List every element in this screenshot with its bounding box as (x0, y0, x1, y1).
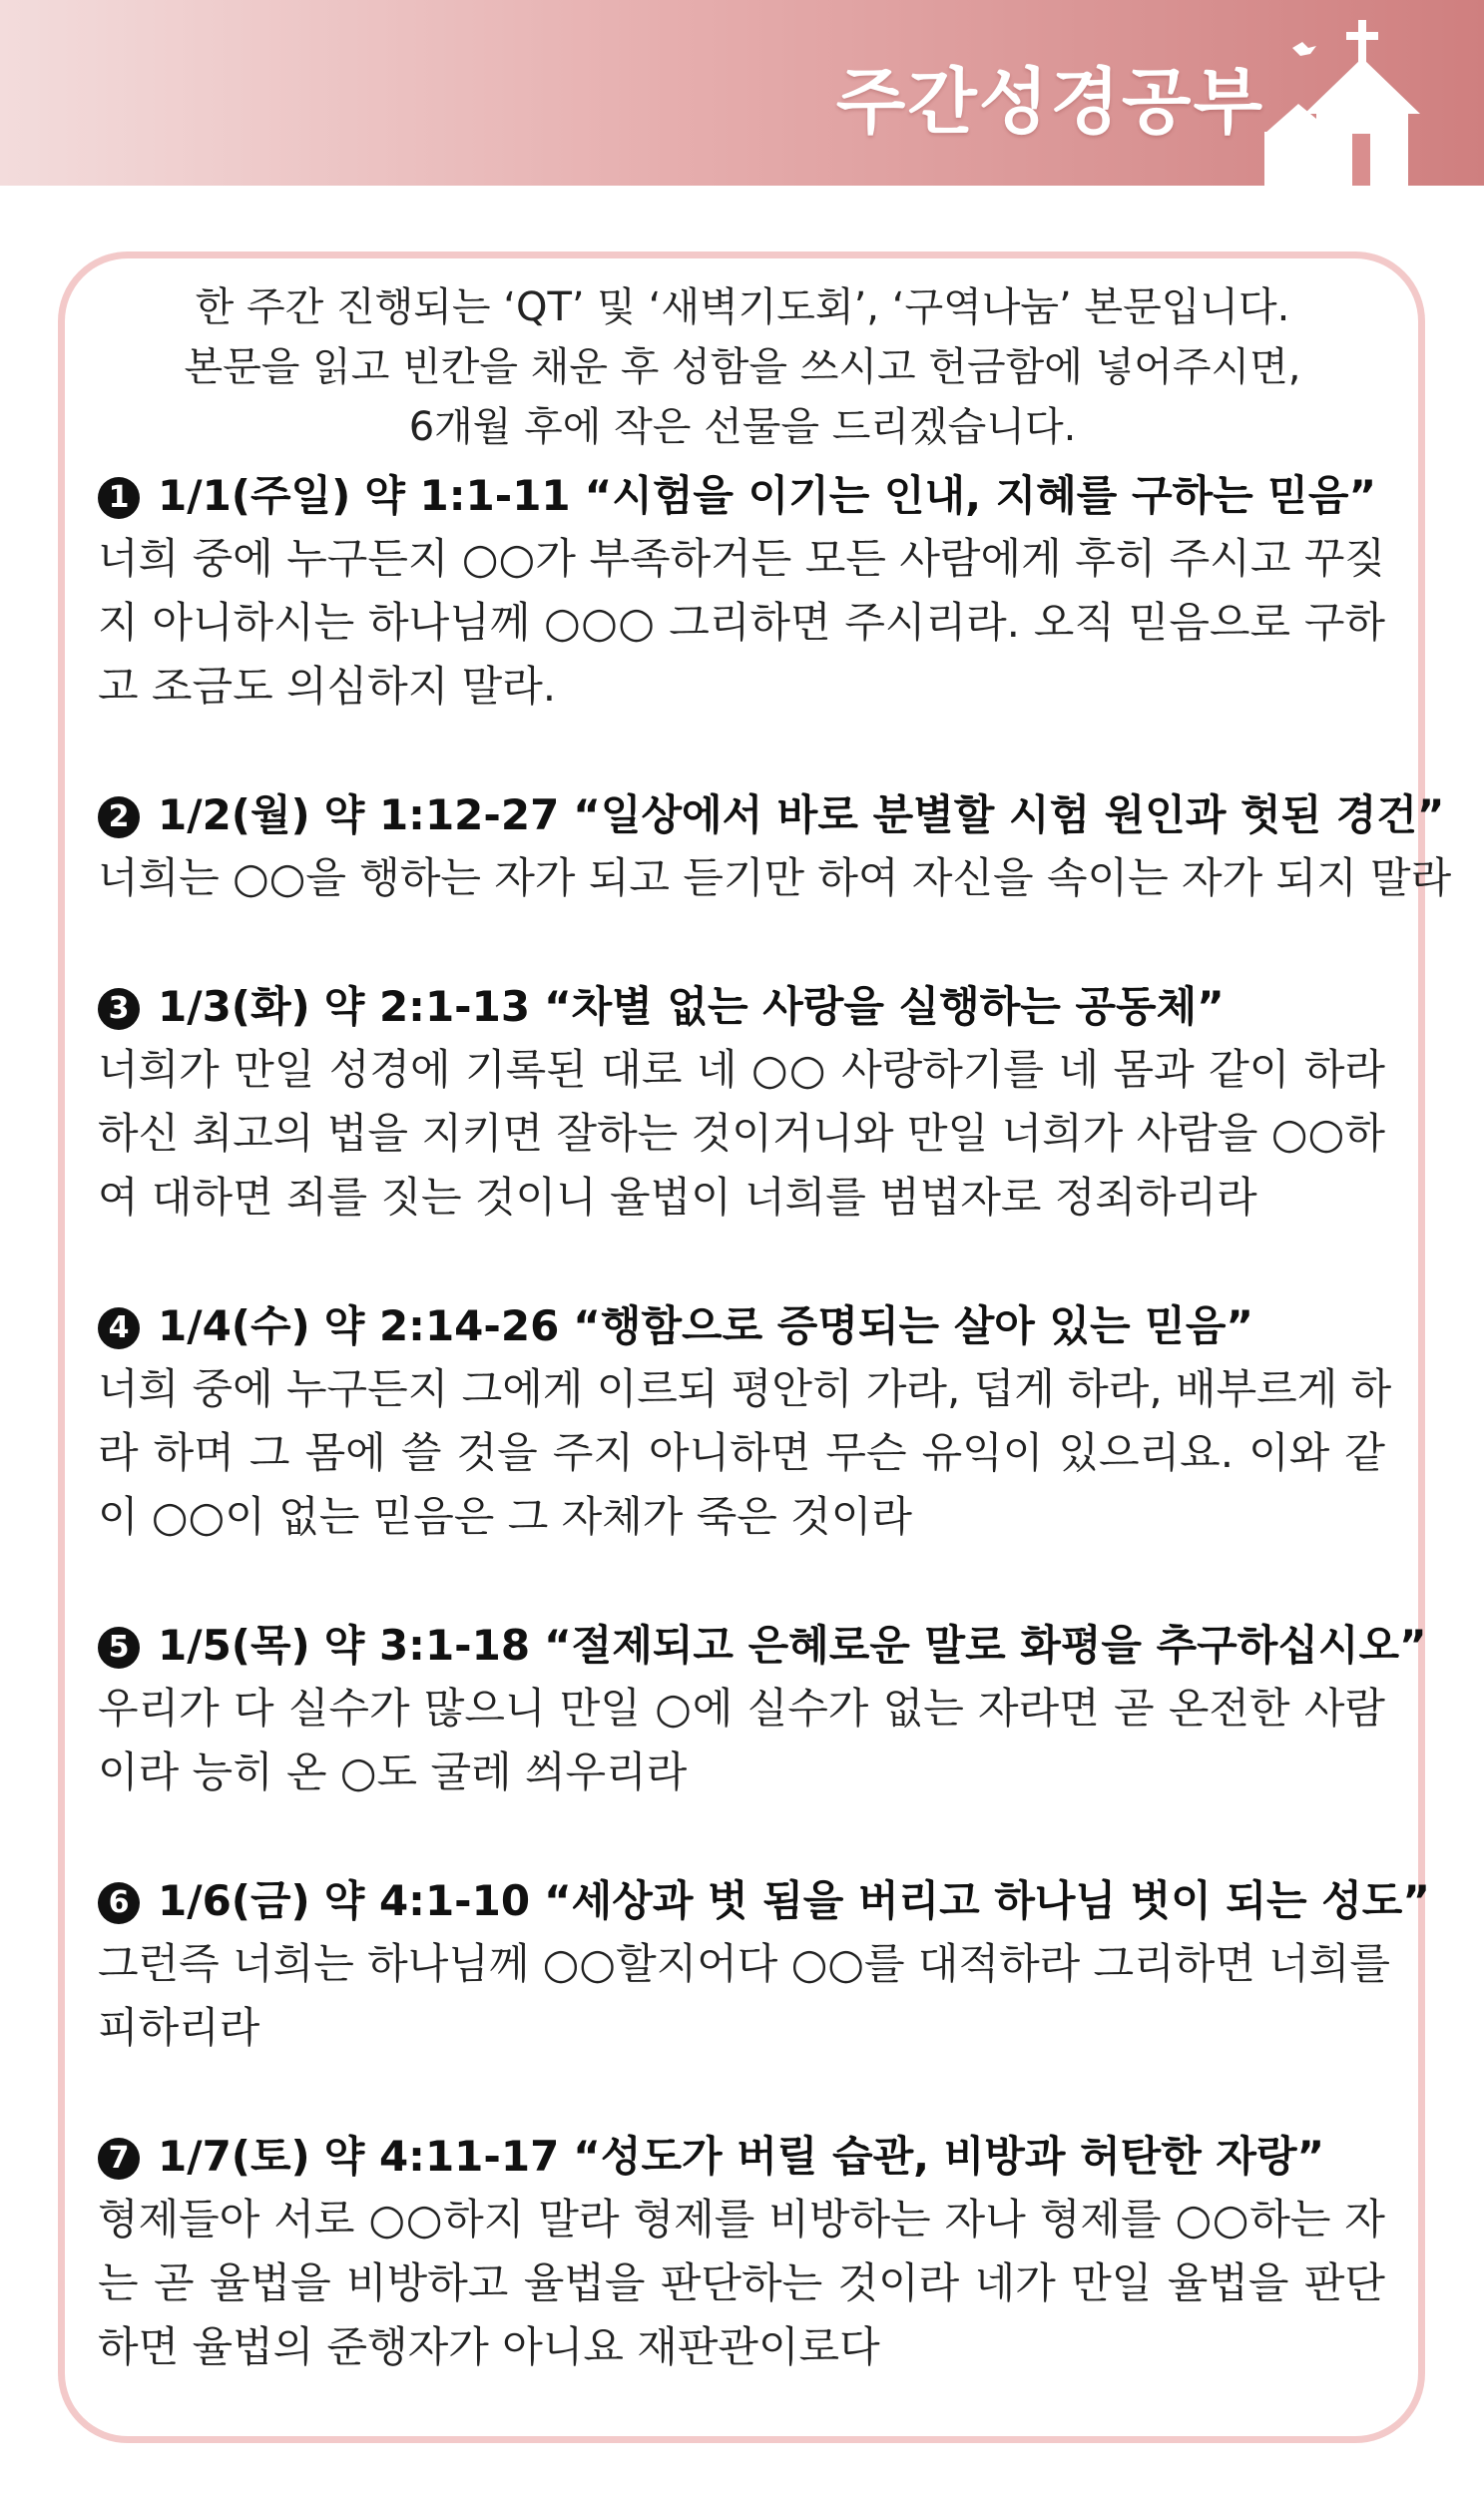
page-title: 주간성경공부 (835, 60, 1264, 144)
section-body (98, 1932, 1390, 2060)
body-line: 이라 능히 온 ○도 굴레 씌우리라 (98, 1748, 688, 1796)
body-line: 여 대하면 죄를 짓는 것이니 율법이 너희를 범법자로 정죄하리라 (98, 1173, 1257, 1222)
study-section-3 (98, 976, 1385, 1230)
number-badge: 6 (98, 1882, 140, 1924)
body-line: 너희는 ○○을 행하는 자가 되고 듣기만 하여 자신을 속이는 자가 되지 말라 (98, 853, 1452, 902)
intro-line: 한 주간 진행되는 ‘QT’ 및 ‘새벽기도회’, ‘구역나눔’ 본문입니다. (195, 284, 1290, 330)
body-line: 너희 중에 누구든지 ○○가 부족하거든 모든 사람에게 후히 주시고 꾸짖 (98, 534, 1385, 583)
intro-line: 본문을 읽고 빈칸을 채운 후 성함을 쓰시고 헌금함에 넣어주시면, (184, 344, 1301, 390)
section-heading: “성도가 버릴 습관, 비방과 허탄한 자랑” (573, 2132, 1325, 2181)
body-line: 하신 최고의 법을 지키면 잘하는 것이거니와 만일 너희가 사람을 ○○하 (98, 1109, 1385, 1158)
section-ref: 약 1:1-11 (364, 471, 571, 520)
section-heading: “행함으로 증명되는 살아 있는 믿음” (573, 1301, 1254, 1350)
section-body (98, 2188, 1385, 2379)
body-line: 우리가 다 실수가 많으니 만일 ○에 실수가 없는 자라면 곧 온전한 사람 (98, 1684, 1385, 1733)
body-line: 그런즉 너희는 하나님께 ○○할지어다 ○○를 대적하라 그리하면 너희를 (98, 1939, 1390, 1988)
church-icon (1264, 14, 1444, 186)
body-line: 하면 율법의 준행자가 아니요 재판관이로다 (98, 2322, 880, 2371)
section-title (98, 784, 1445, 846)
section-ref: 약 4:1-10 (323, 1876, 531, 1925)
number-badge: 5 (98, 1627, 140, 1669)
section-title (98, 2126, 1385, 2188)
body-line: 고 조금도 의심하지 말라. (98, 662, 557, 711)
section-title (98, 1295, 1385, 1357)
section-date: 1/7(토) (158, 2132, 310, 2181)
body-line: 라 하며 그 몸에 쓸 것을 주지 아니하면 무슨 유익이 있으리요. 이와 같 (98, 1428, 1385, 1477)
section-heading: “절제되고 은혜로운 말로 화평을 추구하십시오” (544, 1621, 1427, 1670)
intro-line: 6개월 후에 작은 선물을 드리겠습니다. (408, 404, 1077, 450)
section-ref: 약 2:14-26 (323, 1301, 560, 1350)
number-badge: 4 (98, 1307, 140, 1349)
section-date: 1/1(주일) (158, 471, 351, 520)
section-body (98, 846, 1452, 910)
number-badge: 2 (98, 796, 140, 838)
section-heading: “세상과 벗 됨을 버리고 하나님 벗이 되는 성도” (544, 1876, 1430, 1925)
number-badge: 7 (98, 2138, 140, 2180)
section-title (98, 1870, 1430, 1932)
section-heading: “시험을 이기는 인내, 지혜를 구하는 믿음” (584, 471, 1377, 520)
section-body (98, 1677, 1385, 1804)
section-ref: 약 1:12-27 (323, 790, 560, 839)
section-ref: 약 3:1-18 (323, 1621, 531, 1670)
body-line: 이 ○○이 없는 믿음은 그 자체가 죽은 것이라 (98, 1492, 912, 1541)
study-section-2 (98, 784, 1452, 910)
header-banner (0, 0, 1484, 186)
body-line: 너희가 만일 성경에 기록된 대로 네 ○○ 사랑하기를 네 몸과 같이 하라 (98, 1045, 1385, 1094)
study-section-7 (98, 2126, 1385, 2379)
body-line: 지 아니하시는 하나님께 ○○○ 그리하면 주시리라. 오직 믿음으로 구하 (98, 598, 1385, 647)
section-title (98, 1615, 1427, 1677)
section-body (98, 527, 1385, 719)
body-line: 피하리라 (98, 2003, 260, 2052)
section-date: 1/4(수) (158, 1301, 310, 1350)
study-section-1 (98, 465, 1385, 719)
study-section-4 (98, 1295, 1392, 1549)
section-title (98, 465, 1385, 527)
section-date: 1/2(월) (158, 790, 310, 839)
section-title (98, 976, 1385, 1038)
study-section-6 (98, 1870, 1430, 2060)
section-ref: 약 4:11-17 (323, 2132, 560, 2181)
number-badge: 1 (98, 477, 140, 519)
section-heading: “차별 없는 사랑을 실행하는 공동체” (544, 982, 1225, 1031)
section-body (98, 1038, 1385, 1230)
section-date: 1/3(화) (158, 982, 310, 1031)
body-line: 는 곧 율법을 비방하고 율법을 판단하는 것이라 네가 만일 율법을 판단 (98, 2258, 1385, 2307)
intro-text (120, 277, 1365, 457)
section-heading: “일상에서 바로 분별할 시험 원인과 헛된 경건” (573, 790, 1445, 839)
body-line: 너희 중에 누구든지 그에게 이르되 평안히 가라, 덥게 하라, 배부르게 하 (98, 1364, 1392, 1413)
section-body (98, 1357, 1392, 1549)
section-date: 1/6(금) (158, 1876, 310, 1925)
section-date: 1/5(목) (158, 1621, 310, 1670)
section-ref: 약 2:1-13 (323, 982, 531, 1031)
body-line: 형제들아 서로 ○○하지 말라 형제를 비방하는 자나 형제를 ○○하는 자 (98, 2195, 1385, 2244)
study-section-5 (98, 1615, 1427, 1804)
number-badge: 3 (98, 988, 140, 1030)
